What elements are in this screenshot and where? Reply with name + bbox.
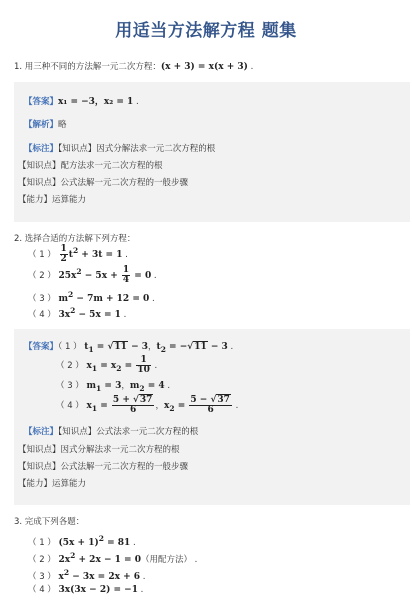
q3-item-2: （ 2 ） $2x^2 + 2x - 1 = 0$（用配方法） . <box>28 551 198 565</box>
answer-tag: 【答案】 <box>24 342 59 352</box>
question-1-stem: 1. 用三种不同的方法解一元二次方程： <box>14 62 161 72</box>
note-text: 【知识点】因式分解法求一元二次方程的根 <box>58 144 216 154</box>
answer-tag: 【答案】 <box>24 97 59 107</box>
q3-item-1: （ 1 ） $(5x + 1)^2 = 81$ . <box>28 534 136 548</box>
q2-answer-1: 【答案】（ 1 ） $t_1 = √11 - 3$，$t_2 = -√11 - 3$ . <box>24 342 234 354</box>
q2-answer-4: （ 4 ） $x_1$ = $\frac{5 + √37}{6}$ ，$x_2$ = $\frac{5 - √37}{6}$ . <box>56 395 239 415</box>
q2-item-4: （ 4 ） $3x^2 - 5x = 1$ . <box>28 306 127 320</box>
item-number: （ 2 ） <box>28 271 56 281</box>
q1-note-2: 【知识点】配方法求一元二次方程的根 <box>18 161 163 171</box>
q3-item-2-note: （用配方法） <box>140 555 192 565</box>
question-3-stem: 3. 完成下列各题： <box>14 517 85 527</box>
item-number: （ 4 ） <box>28 585 56 595</box>
item-number: （ 3 ） <box>28 572 56 582</box>
q2-answer-2: （ 2 ） $x_1 = x_2$ = $\frac{1}{10}$ . <box>56 355 158 375</box>
q1-note-3: 【知识点】公式法解一元二次方程的一般步骤 <box>18 178 189 188</box>
note-tag: 【标注】 <box>24 144 59 154</box>
q2-note-1 <box>24 426 198 438</box>
q1-analysis-text: 略 <box>58 120 67 130</box>
note-tag: 【标注】 <box>24 427 59 437</box>
q1-answer: 【答案】x₁ = −3，x₂ = 1 . <box>24 97 139 107</box>
q2-note-2: 【知识点】因式分解法求一元二次方程的根 <box>18 445 180 455</box>
q2-item-3: （ 3 ） $m^2 - 7m + 12 = 0$ . <box>28 290 155 304</box>
q1-note-4: 【能力】运算能力 <box>18 195 87 205</box>
q3-item-4: （ 4 ） 3x(3x − 2) = −1 . <box>28 585 144 595</box>
q1-note-1 <box>24 143 215 155</box>
item-number: （ 1 ） <box>28 250 56 260</box>
item-number: （ 4 ） <box>28 310 56 320</box>
item-number: （ 1 ） <box>58 342 82 352</box>
item-number: （ 1 ） <box>28 538 56 548</box>
note-text: 【知识点】公式法求一元二次方程的根 <box>58 427 199 437</box>
q2-note-4: 【能力】运算能力 <box>18 479 87 489</box>
q1-analysis <box>24 119 67 131</box>
page-title: 用适当方法解方程 题集 <box>115 21 297 41</box>
q2-item-1: （ 1 ） $\frac{1}{2}$ $t^2 + 3t = 1$ . <box>28 244 128 264</box>
q1-answer-value: x₁ = −3，x₂ = 1 <box>58 97 134 107</box>
q3-item-3: （ 3 ） $x^2 - 3x = 2x + 6$ . <box>28 568 146 582</box>
item-number: （ 2 ） <box>28 555 56 565</box>
item-number: （ 4 ） <box>56 401 84 411</box>
q2-note-3: 【知识点】公式法解一元二次方程的一般步骤 <box>18 462 189 472</box>
item-number: （ 3 ） <box>56 381 84 391</box>
q2-answer-3: （ 3 ） $m_1 = 3$，$m_2 = 4$ . <box>56 381 171 393</box>
question-1-equation: (x + 3) = x(x + 3) <box>160 62 248 72</box>
q2-item-2: （ 2 ） $25x^2 - 5x$ + $\frac{1}{4}$ = 0 . <box>28 265 157 285</box>
item-number: （ 2 ） <box>56 361 84 371</box>
item-number: （ 3 ） <box>28 294 56 304</box>
analysis-tag: 【解析】 <box>24 120 59 130</box>
question-2-stem: 2. 选择合适的方法解下列方程： <box>14 234 136 244</box>
question-1: 1. 用三种不同的方法解一元二次方程：(x + 3) = x(x + 3) . <box>14 62 254 72</box>
